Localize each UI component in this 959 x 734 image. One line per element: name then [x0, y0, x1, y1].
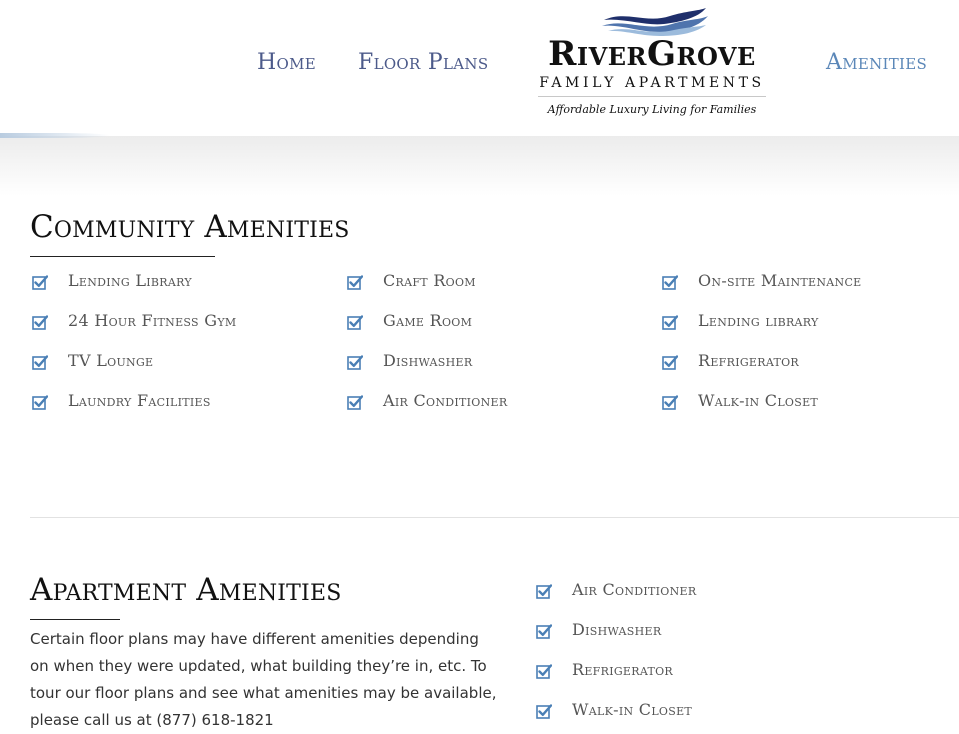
amenity-label: Lending Library	[68, 270, 192, 290]
river-wave-icon	[602, 6, 708, 36]
amenity-label: Air Conditioner	[383, 390, 508, 410]
checkbox-checked-icon	[347, 314, 363, 330]
checkbox-checked-icon	[32, 394, 48, 410]
header-accent	[0, 133, 110, 138]
checkbox-checked-icon	[536, 703, 552, 719]
site-logo[interactable]	[532, 6, 772, 124]
amenity-item	[534, 691, 696, 731]
amenity-label: Dishwasher	[383, 350, 473, 370]
amenity-label: 24 Hour Fitness Gym	[68, 310, 237, 330]
amenity-label: Game Room	[383, 310, 473, 330]
amenity-item	[30, 302, 236, 342]
header-shadow	[0, 136, 959, 196]
amenity-item	[345, 302, 507, 342]
amenity-label: Dishwasher	[572, 619, 662, 639]
logo-tagline: Affordable Luxury Living for Families	[547, 103, 757, 116]
logo-divider	[538, 96, 766, 97]
amenity-label: On-site Maintenance	[698, 270, 862, 290]
amenity-item	[660, 302, 862, 342]
amenity-label: Laundry Facilities	[68, 390, 211, 410]
amenity-item	[660, 262, 862, 302]
logo-name: RiverGrove	[548, 34, 756, 74]
apartment-amenities-title: Apartment Amenities	[30, 572, 342, 608]
amenity-item	[30, 382, 236, 422]
checkbox-checked-icon	[347, 354, 363, 370]
amenity-label: Lending library	[698, 310, 819, 330]
amenity-item	[534, 571, 696, 611]
amenity-item	[345, 262, 507, 302]
checkbox-checked-icon	[662, 354, 678, 370]
amenity-item	[660, 342, 862, 382]
amenity-item	[345, 382, 507, 422]
checkbox-checked-icon	[662, 314, 678, 330]
amenity-item	[534, 651, 696, 691]
checkbox-checked-icon	[662, 274, 678, 290]
amenity-item	[534, 611, 696, 651]
nav-floor-plans-link[interactable]: Floor Plans	[358, 50, 489, 75]
amenity-label: Walk-in Closet	[572, 699, 693, 719]
nav-home-link[interactable]: Home	[257, 50, 316, 75]
community-title-underline	[30, 256, 215, 257]
section-divider	[30, 517, 959, 518]
community-amenities-column-1	[30, 262, 236, 422]
checkbox-checked-icon	[536, 623, 552, 639]
apartment-amenities-list	[534, 571, 696, 731]
nav-amenities-link[interactable]: Amenities	[826, 50, 928, 75]
logo-subtitle: FAMILY APARTMENTS	[539, 75, 765, 91]
apartment-title-underline	[30, 619, 120, 620]
checkbox-checked-icon	[32, 354, 48, 370]
amenity-label: Craft Room	[383, 270, 476, 290]
amenity-label: Walk-in Closet	[698, 390, 819, 410]
checkbox-checked-icon	[32, 274, 48, 290]
community-amenities-title: Community Amenities	[30, 209, 350, 245]
checkbox-checked-icon	[347, 274, 363, 290]
amenity-item	[30, 342, 236, 382]
amenity-label: Air Conditioner	[572, 579, 697, 599]
apartment-amenities-description: Certain floor plans may have different amenities depending on when they were updated, what building they’re in, etc. To tour our floor plans and see what amenities may be available, please call us at (877) 618-1821	[30, 630, 497, 729]
amenity-label: Refrigerator	[572, 659, 674, 679]
community-amenities-column-2	[345, 262, 507, 422]
amenity-item	[345, 342, 507, 382]
site-header	[0, 0, 959, 136]
checkbox-checked-icon	[347, 394, 363, 410]
checkbox-checked-icon	[662, 394, 678, 410]
community-amenities-column-3	[660, 262, 862, 422]
checkbox-checked-icon	[32, 314, 48, 330]
amenity-item	[660, 382, 862, 422]
amenity-item	[30, 262, 236, 302]
checkbox-checked-icon	[536, 583, 552, 599]
amenity-label: TV Lounge	[68, 350, 154, 370]
amenity-label: Refrigerator	[698, 350, 800, 370]
checkbox-checked-icon	[536, 663, 552, 679]
